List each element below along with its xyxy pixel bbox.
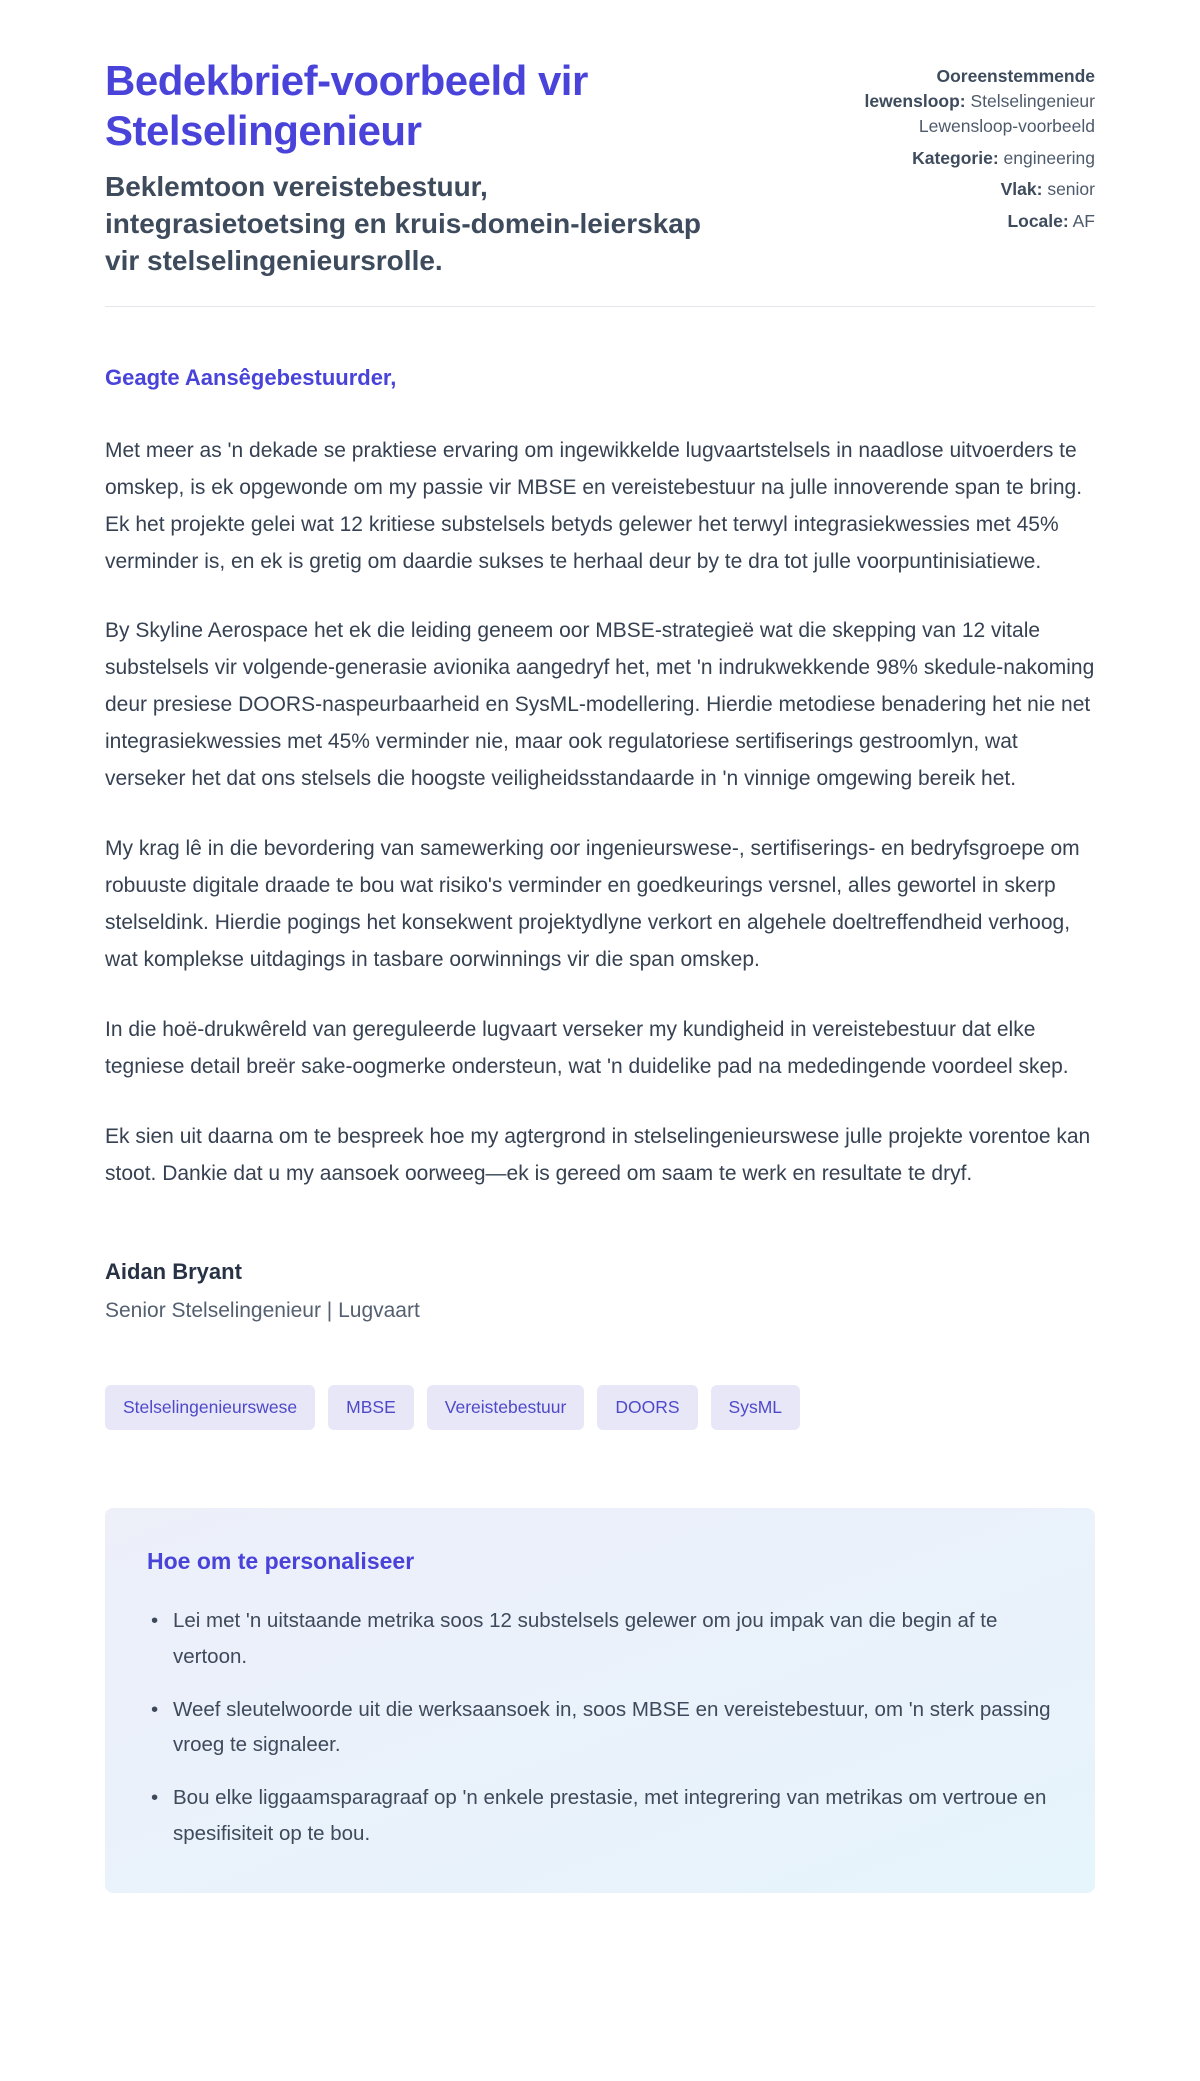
tag-chip-doors[interactable]: DOORS — [597, 1385, 697, 1431]
personalize-list — [141, 1603, 1059, 1851]
tag-chip-mbse[interactable]: MBSE — [328, 1385, 414, 1431]
letter-paragraph: Met meer as 'n dekade se praktiese ervaring om ingewikkelde lugvaartstelsels in naadlose uitvoerders te omskep, is ek opgewonde om my passie vir MBSE en vereistebestuur na julle innoverende span te bring. Ek het projekte gelei wat 12 kritiese substelsels betyds gelewer het terwyl integrasiekwessies met 45% verminder is, en ek is gretig om daardie sukses te herhaal deur by te dra tot julle voorpuntinisiatiewe. — [105, 438, 1083, 573]
letter-paragraph: By Skyline Aerospace het ek die leiding geneem oor MBSE-strategieë wat die skepping van 12 vitale substelsels vir volgende-generasie avionika aangedryf het, met 'n indrukwekkende 98% skedule-nakoming deur presiese DOORS-naspeurbaarheid en SysML-modellering. Hierdie metodiese benadering het nie net integrasiekwessies met 45% verminder nie, maar ook regulatoriese sertifiserings gestroomlyn, wat verseker het dat ons stelsels die hoogste veiligheidsstandaarde in 'n vinnige omgewing bereik het. — [105, 619, 1095, 791]
meta-row-locale — [843, 209, 1095, 234]
title-block — [105, 56, 755, 280]
meta-value: AF — [1072, 211, 1095, 232]
tag-row — [105, 1385, 1095, 1431]
meta-label: Kategorie: — [912, 147, 999, 168]
tag-chip-requirements-management[interactable]: Vereistebestuur — [427, 1385, 585, 1431]
header-divider — [105, 306, 1095, 307]
meta-value: Stelselingenieur Lewensloop-voorbeeld — [918, 90, 1095, 136]
page-subtitle: Beklemtoon vereistebestuur, integrasietoetsing en kruis-domein-leierskap vir stelselingenieursrolle. — [105, 170, 701, 276]
meta-value: senior — [1047, 179, 1095, 200]
letter-paragraph: Ek sien uit daarna om te bespreek hoe my agtergrond in stelselingenieurswese julle projekte vorentoe kan stoot. Dankie dat u my aansoek oorweeg—ek is gereed om saam te werk en resultate te dryf. — [105, 1124, 1091, 1185]
personalize-bullet: • Weef sleutelwoorde uit die werksaansoek in, soos MBSE en vereistebestuur, om 'n sterk passing vroeg te signaleer. — [141, 1692, 1059, 1763]
tag-chip-systems-engineering[interactable]: Stelselingenieurswese — [105, 1385, 315, 1431]
letter-paragraph: In die hoë-drukwêreld van gereguleerde lugvaart verseker my kundigheid in vereistebestuur dat elke tegniese detail breër sake-oogmerke ondersteun, wat 'n duidelike pad na mededingende voordeel skep. — [105, 1018, 1069, 1078]
personalize-box — [105, 1508, 1095, 1893]
personalize-bullet: • Lei met 'n uitstaande metrika soos 12 substelsels gelewer om jou impak van die begin af te vertoon. — [141, 1603, 1059, 1674]
meta-label: Vlak: — [1000, 179, 1043, 200]
meta-row-category — [843, 146, 1095, 171]
signature-name: Aidan Bryant — [105, 1258, 242, 1284]
meta-panel — [843, 56, 1095, 241]
letter-paragraph: My krag lê in die bevordering van samewerking oor ingenieurswese-, sertifiserings- en bedryfsgroepe om robuuste digitale draade te bou wat risiko's verminder en goedkeurings versnel, alles gewortel in skerp stelseldink. Hierdie pogings het konsekwent projektydlyne verkort en algehele doeltreffendheid verhoog, wat komplekse uitdagings in tasbare oorwinnings vir die span omskep. — [105, 837, 1080, 972]
personalize-bullet: • Bou elke liggaamsparagraaf op 'n enkele prestasie, met integrering van metrikas om vertroue en spesifisiteit op te bou. — [141, 1780, 1059, 1851]
meta-value: engineering — [1003, 147, 1095, 168]
signature-block — [105, 1259, 1095, 1323]
meta-label: Ooreenstemmende lewensloop: — [864, 66, 1095, 111]
cover-letter-page — [105, 0, 1095, 1893]
header — [105, 56, 1095, 280]
meta-label: Locale: — [1007, 211, 1069, 232]
meta-row-matching-resume — [843, 64, 1095, 139]
signature-role: Senior Stelselingenieur | Lugvaart — [105, 1298, 420, 1322]
tag-chip-sysml[interactable]: SysML — [711, 1385, 800, 1431]
page-title: Bedekbrief-voorbeeld vir Stelselingenieur — [105, 57, 588, 155]
letter-body — [105, 365, 1095, 1323]
meta-row-level — [843, 177, 1095, 202]
greeting: Geagte Aansêgebestuurder, — [105, 364, 397, 390]
personalize-heading: Hoe om te personaliseer — [147, 1548, 415, 1575]
